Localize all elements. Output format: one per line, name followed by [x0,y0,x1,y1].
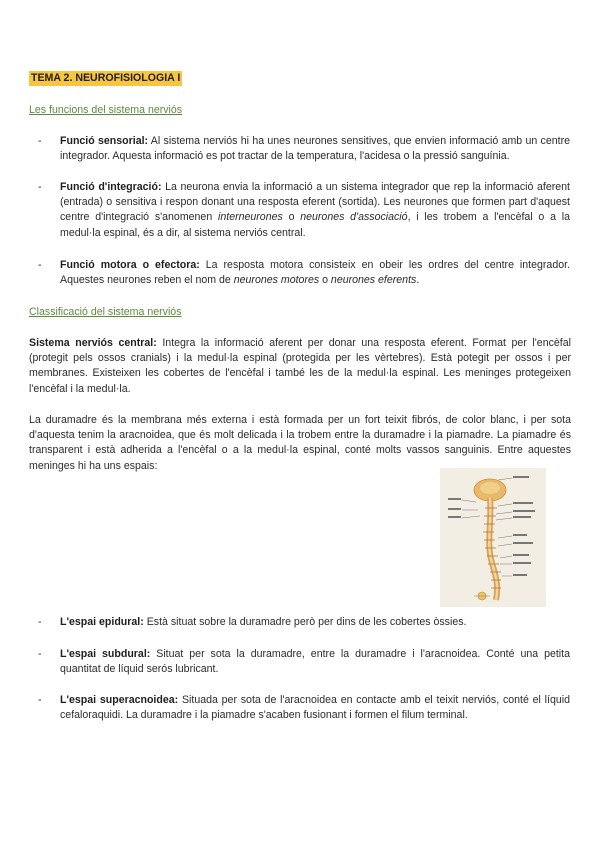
term: L'espai superacnoidea: [60,694,179,706]
emphasis: neurones d'associació [300,211,408,224]
definition: . [416,274,420,287]
term: Sistema nerviós central: [29,337,157,349]
list-item-text [60,693,570,723]
definition: La resposta motora consisteix en obeir les ordres del centre integrador. Aquestes neurones reben el nom de [60,259,570,287]
term: L'espai subdural: [60,648,151,660]
bullet-dash: - [38,259,42,271]
list-item-text [60,180,570,241]
emphasis: neurones eferents [330,274,417,287]
paragraph-text: Integra la informació aferent per donar una resposta eferent. Format per l'encèfal (protegit pels ossos cranials) i la medul·la espinal (protegida per les vèrtebres). Està potegit per ossos i per membranes. Existeixen les cobertes de l'encèfal i també les de la medul·la espinal. Les meninges protegeixen l'encèfal i la medul·la. [29,337,571,395]
list-item-text [60,258,570,288]
definition: , i les trobem a l'encèfal o a la medul·la espinal, és a dir, al sistema nerviós central. [60,211,570,239]
paragraph-snc [29,336,571,397]
spinal-cord-icon [440,468,546,607]
definition: Està situat sobre la duramadre però per dins de les cobertes òssies. [146,616,467,628]
list-item-text [60,647,570,677]
bullet-dash: - [38,616,42,628]
section-heading-classification: Classificació del sistema nerviós [29,306,182,318]
definition: Al sistema nerviós hi ha unes neurones sensitives, que envien informació amb un centre integrador. Aquesta informació es pot tractar de la temperatura, l'acidesa o la pressió sanguínia. [60,135,570,163]
emphasis: neurones motores [233,274,320,287]
page-title: TEMA 2. NEUROFISIOLOGIA I [31,72,181,84]
list-item-text [60,134,570,164]
bullet-dash: - [38,135,42,147]
definition: Situat per sota la duramadre, entre la duramadre i l'aracnoidea. Conté una petita quantitat de líquid serós lubricant. [60,648,570,676]
definition: La neurona envia la informació a un sistema integrador que rep la informació aferent (entrada) o sensitiva i respon donant una resposta eferent (sortida). Les neurones que formen part d'aquest centre d'integració s'anomenen [60,181,570,224]
definition: Situada per sota de l'aracnoidea en contacte amb el teixit nerviós, conté el líquid cefaloraquidi. La duramadre i la piamadre s'acaben fusionant i formen el filum terminal. [60,694,570,722]
bullet-dash: - [38,694,42,706]
paragraph-text: La duramadre és la membrana més externa i està formada per un fort teixit fibrós, de color blanc, i per sota d'aquesta tenim la aracnoidea, que és molt delicada i la trobem entre la duramadre i la piamadre. La piamadre és transparent i està adherida a l'encèfal o a la medul·la espinal, conté molts vassos sanguinis. Entre aquestes meninges hi ha uns espais: [29,414,571,472]
term: L'espai epidural: [60,616,144,628]
term: Funció motora o efectora: [60,259,200,271]
section-heading-functions: Les funcions del sistema nerviós [29,104,183,116]
paragraph-meninges [29,413,571,474]
emphasis: interneurones [218,211,283,224]
definition: o [319,274,331,287]
bullet-dash: - [38,648,42,660]
term: Funció sensorial: [60,135,149,147]
list-item-text [60,615,570,630]
term: Funció d'integració: [60,181,162,193]
definition: o [282,211,301,224]
bullet-dash: - [38,181,42,193]
spinal-cord-illustration [440,468,546,607]
